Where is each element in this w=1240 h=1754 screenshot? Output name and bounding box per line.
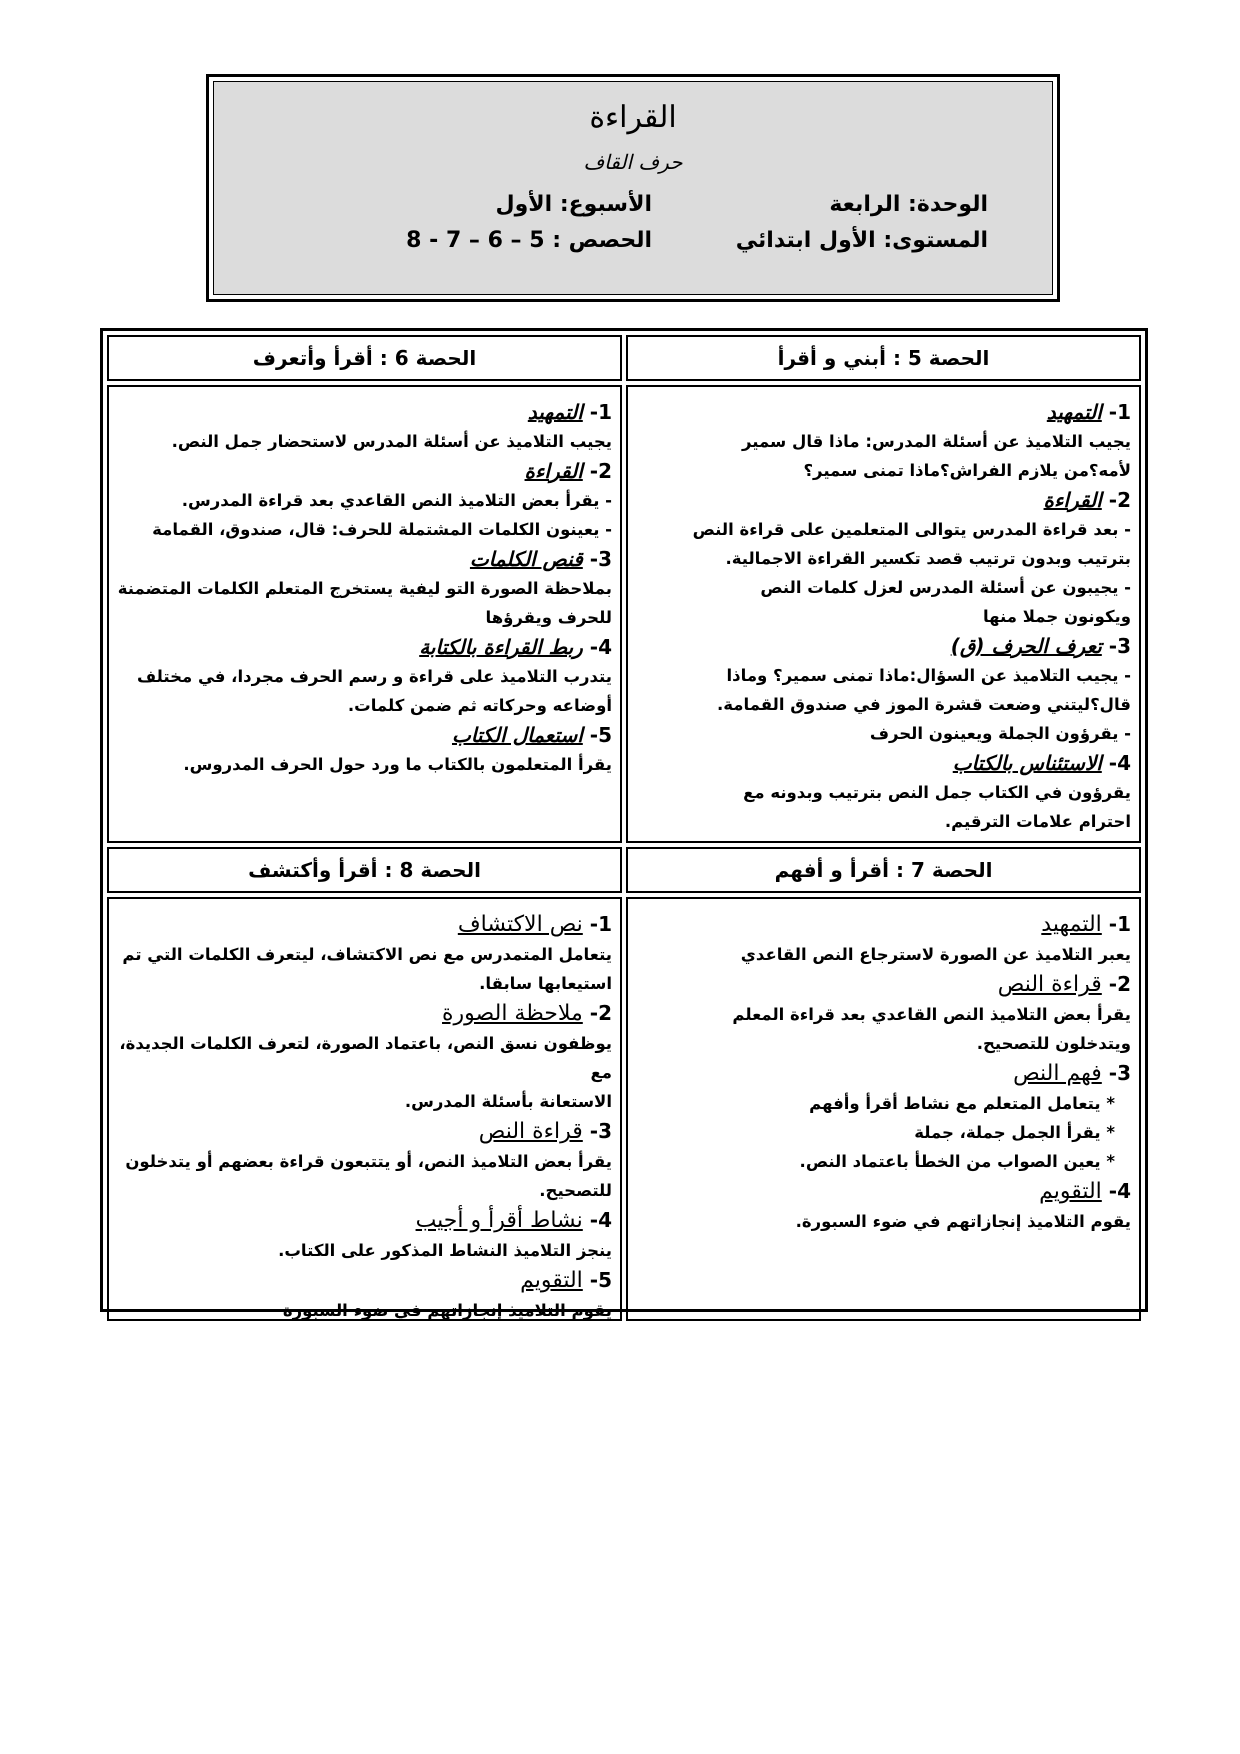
session-6-body bbox=[107, 385, 622, 843]
step-text: يقوم التلاميذ إنجازاتهم في ضوء السبورة bbox=[282, 1301, 612, 1320]
step-text: يجيب التلاميذ عن أسئلة المدرس: ماذا قال سمير bbox=[741, 432, 1131, 451]
step-label: قنص الكلمات bbox=[469, 547, 583, 571]
step-text: ويكونون جملا منها bbox=[982, 607, 1131, 626]
step-number: 2- bbox=[1108, 972, 1131, 996]
step-label: التقويم bbox=[1039, 1179, 1102, 1204]
step-number: 3- bbox=[589, 547, 612, 571]
step-number: 1- bbox=[589, 400, 612, 424]
step-text: - يقرؤون الجملة ويعينون الحرف bbox=[869, 724, 1131, 743]
session-8-body bbox=[107, 897, 622, 1321]
step-label: التمهيد bbox=[1041, 912, 1102, 937]
session-6-title: الحصة 6 : أقرأ وأتعرف bbox=[107, 335, 622, 381]
step-number: 4- bbox=[589, 635, 612, 659]
step-label: نص الاكتشاف bbox=[457, 912, 583, 937]
step-label: القراءة bbox=[524, 459, 583, 483]
step-label: القراءة bbox=[1043, 488, 1102, 512]
step-heading bbox=[636, 1058, 1131, 1089]
step-heading bbox=[117, 909, 612, 940]
step-number: 3- bbox=[1108, 634, 1131, 658]
step-bullet: * يقرأ الجمل جملة، جملة bbox=[914, 1123, 1115, 1142]
step-label: استعمال الكتاب bbox=[451, 723, 583, 747]
step-label: التمهيد bbox=[1046, 400, 1102, 424]
step-text: يقوم التلاميذ إنجازاتهم في ضوء السبورة. bbox=[795, 1212, 1131, 1231]
step-heading bbox=[117, 632, 612, 662]
step-number: 4- bbox=[1108, 1179, 1131, 1203]
step-label: قراءة النص bbox=[478, 1119, 583, 1144]
step-bullet: * يعين الصواب من الخطأ باعتماد النص. bbox=[799, 1152, 1115, 1171]
header-box bbox=[206, 74, 1060, 302]
unit-label: الوحدة: الرابعة bbox=[829, 192, 988, 217]
sessions-label: الحصص : 5 – 6 – 7 - 8 bbox=[406, 228, 652, 253]
step-text: يقرؤون في الكتاب جمل النص بترتيب وبدونه مع bbox=[743, 783, 1131, 802]
step-text: للحرف ويقرؤها bbox=[485, 608, 612, 627]
step-label: نشاط أقرأ و أجيب bbox=[415, 1208, 583, 1233]
step-number: 5- bbox=[589, 723, 612, 747]
week-label: الأسبوع: الأول bbox=[495, 192, 652, 217]
step-text: يوظفون نسق النص، باعتماد الصورة، لتعرف الكلمات الجديدة، مع bbox=[119, 1034, 612, 1082]
step-text: للتصحيح. bbox=[539, 1181, 612, 1200]
page-title: القراءة bbox=[589, 100, 677, 135]
step-text: أوضاعه وحركاته ثم ضمن كلمات. bbox=[347, 696, 612, 715]
step-text: - بعد قراءة المدرس يتوالى المتعلمين على قراءة النص bbox=[692, 520, 1131, 539]
step-text: الاستعانة بأسئلة المدرس. bbox=[404, 1092, 612, 1111]
step-label: قراءة النص bbox=[997, 972, 1102, 997]
step-heading bbox=[636, 1176, 1131, 1207]
step-heading bbox=[117, 1265, 612, 1296]
step-heading bbox=[636, 748, 1131, 778]
step-text: - يعينون الكلمات المشتملة للحرف: قال، صندوق، القمامة bbox=[152, 520, 612, 539]
session-7-title: الحصة 7 : أقرأ و أفهم bbox=[626, 847, 1141, 893]
step-number: 4- bbox=[589, 1208, 612, 1232]
session-5-title: الحصة 5 : أبني و أقرأ bbox=[626, 335, 1141, 381]
session-8-title: الحصة 8 : أقرأ وأكتشف bbox=[107, 847, 622, 893]
step-text: ينجز التلاميذ النشاط المذكور على الكتاب. bbox=[278, 1241, 612, 1260]
step-heading bbox=[636, 969, 1131, 1000]
level-label: المستوى: الأول ابتدائي bbox=[735, 228, 988, 253]
step-number: 4- bbox=[1108, 751, 1131, 775]
step-heading bbox=[117, 720, 612, 750]
step-label: ملاحظة الصورة bbox=[442, 1001, 583, 1026]
step-text: يقرأ المتعلمون بالكتاب ما ورد حول الحرف المدروس. bbox=[183, 755, 612, 774]
step-text: يتعامل المتمدرس مع نص الاكتشاف، ليتعرف الكلمات التي تم bbox=[122, 945, 612, 964]
step-text: استيعابها سابقا. bbox=[479, 974, 612, 993]
step-heading bbox=[117, 1116, 612, 1147]
step-heading bbox=[117, 397, 612, 427]
step-number: 3- bbox=[589, 1119, 612, 1143]
step-label: التقويم bbox=[520, 1268, 583, 1293]
step-text: بملاحظة الصورة التو ليفية يستخرج المتعلم الكلمات المتضمنة bbox=[117, 579, 612, 598]
step-number: 1- bbox=[1108, 912, 1131, 936]
session-5-body bbox=[626, 385, 1141, 843]
step-heading bbox=[117, 456, 612, 486]
step-heading bbox=[636, 397, 1131, 427]
step-number: 2- bbox=[589, 459, 612, 483]
step-label: ربط القراءة بالكتابة bbox=[419, 635, 583, 659]
step-label: الاستئناس بالكتاب bbox=[952, 751, 1102, 775]
step-number: 1- bbox=[589, 912, 612, 936]
step-heading bbox=[117, 998, 612, 1029]
step-number: 2- bbox=[589, 1001, 612, 1025]
step-text: - يجيب التلاميذ عن السؤال:ماذا تمنى سمير؟ وماذا bbox=[726, 666, 1131, 685]
step-heading bbox=[636, 909, 1131, 940]
step-text: احترام علامات الترقيم. bbox=[944, 812, 1131, 831]
session-7-body bbox=[626, 897, 1141, 1321]
step-text: ويتدخلون للتصحيح. bbox=[976, 1034, 1131, 1053]
letter-subtitle: حرف القاف bbox=[583, 150, 683, 174]
step-text: - يجيبون عن أسئلة المدرس لعزل كلمات النص bbox=[760, 578, 1131, 597]
step-heading bbox=[117, 1205, 612, 1236]
step-text: - يقرأ بعض التلاميذ النص القاعدي بعد قراءة المدرس. bbox=[181, 491, 612, 510]
step-text: يجيب التلاميذ عن أسئلة المدرس لاستحضار جمل النص. bbox=[171, 432, 612, 451]
step-number: 5- bbox=[589, 1268, 612, 1292]
step-number: 2- bbox=[1108, 488, 1131, 512]
step-text: لأمه؟من يلازم الفراش؟ماذا تمنى سمير؟ bbox=[803, 461, 1131, 480]
step-text: بترتيب وبدون ترتيب قصد تكسير القراءة الاجمالية. bbox=[725, 549, 1131, 568]
step-number: 1- bbox=[1108, 400, 1131, 424]
step-label: تعرف الحرف (ق) bbox=[950, 634, 1102, 658]
header-panel bbox=[213, 81, 1053, 295]
step-text: قال؟ليتني وضعت قشرة الموز في صندوق القمامة. bbox=[717, 695, 1131, 714]
step-heading bbox=[636, 631, 1131, 661]
step-number: 3- bbox=[1108, 1061, 1131, 1085]
step-heading bbox=[117, 544, 612, 574]
step-text: يقرأ بعض التلاميذ النص، أو يتتبعون قراءة بعضهم أو يتدخلون bbox=[125, 1152, 612, 1171]
step-text: يتدرب التلاميذ على قراءة و رسم الحرف مجردا، في مختلف bbox=[136, 667, 612, 686]
step-label: التمهيد bbox=[527, 400, 583, 424]
sessions-table bbox=[100, 328, 1148, 1320]
step-heading bbox=[636, 485, 1131, 515]
step-text: يقرأ بعض التلاميذ النص القاعدي بعد قراءة المعلم bbox=[732, 1005, 1131, 1024]
step-text: يعبر التلاميذ عن الصورة لاسترجاع النص القاعدي bbox=[740, 945, 1131, 964]
step-label: فهم النص bbox=[1013, 1061, 1102, 1086]
step-bullet: * يتعامل المتعلم مع نشاط أقرأ وأفهم bbox=[809, 1094, 1115, 1113]
